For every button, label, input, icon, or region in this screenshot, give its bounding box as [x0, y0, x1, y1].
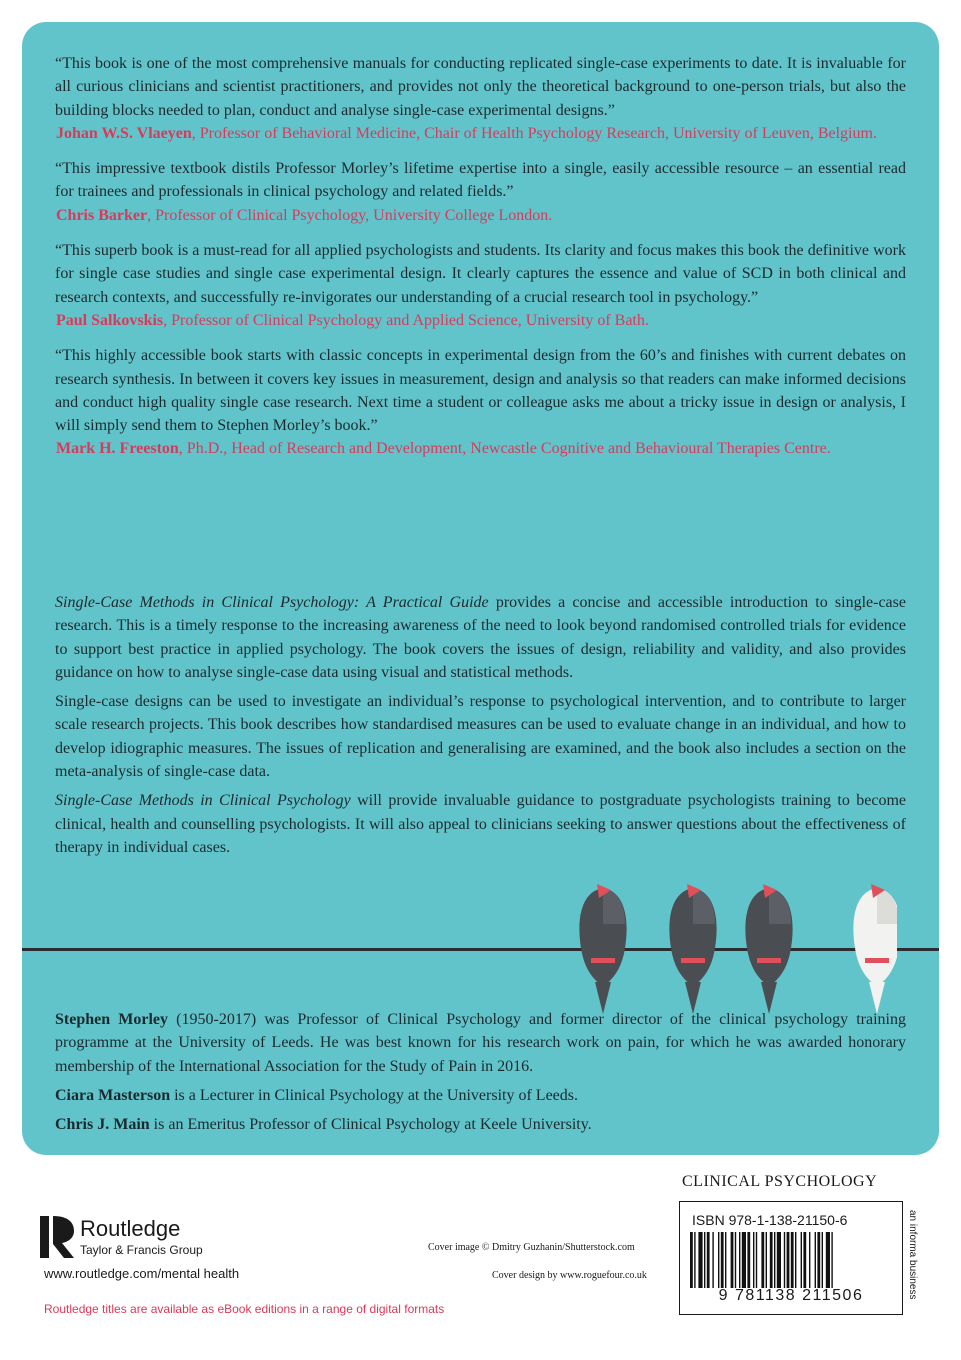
quote-text: “This book is one of the most comprehensive manuals for conducting replicated single-case experiments to date. It is invaluable for all curious clinicians and scientist practitioners, and provides not only the theoretical background to one-person trials, but also the building blocks needed to plan, conduct and analyse single-case experimental designs.” — [55, 55, 906, 119]
author-bio: Ciara Masterson is a Lecturer in Clinical Psychology at the University of Leeds. — [55, 1086, 578, 1104]
quote-attribution — [55, 309, 906, 332]
quote-text: “This superb book is a must-read for all applied psychologists and students. Its clarity and focus makes this book the definitive work for single case studies and single case experimental design. It clearly captures the essence and value of SCD in both clinical and research contexts, and successfully re-invigorates our understanding of a crucial research tool in psychology.” — [55, 242, 906, 306]
description-paragraph: Single-Case Methods in Clinical Psychology: A Practical Guide provides a concise and accessible introduction to single-case research. This is a timely response to the increasing awareness of the need to look beyond randomised controlled trials for evidence to support best practice in applied psychology. The book covers the issues of design, reliability and validity, and also provides guidance on how to analyse single-case data using visual and statistical methods. — [55, 594, 906, 681]
isbn-label: ISBN 978-1-138-21150-6 — [692, 1212, 848, 1228]
endorser-name: Chris Barker — [56, 206, 148, 224]
description-paragraph: Single-case designs can be used to investigate an individual’s response to psychological intervention, and to contribute to larger scale research projects. This book describes how standardised measures can be used to evaluate change in an individual, and how to develop idiographic measures. The issues of replication and generalising are examined, and the book also includes a section on the meta-analysis of single-case data. — [55, 693, 906, 781]
back-cover-panel — [22, 22, 939, 1155]
endorsement-quote — [55, 157, 906, 227]
barcode-icon — [690, 1232, 892, 1288]
author-name: Stephen Morley — [55, 1011, 169, 1028]
dark-bird-icon — [669, 884, 716, 1014]
endorser-role: , Ph.D., Head of Research and Development, Newcastle Cognitive and Behavioural Therapies Centre. — [178, 440, 831, 458]
endorser-name: Johan W.S. Vlaeyen — [56, 124, 192, 142]
dark-bird-icon — [579, 884, 626, 1014]
endorser-name: Mark H. Freeston — [56, 440, 179, 458]
quote-attribution — [55, 204, 906, 227]
isbn-barcode — [679, 1201, 903, 1315]
description-paragraph: Single-Case Methods in Clinical Psychology will provide invaluable guidance to postgraduate psychologists training to become clinical, health and counselling psychologists. It will also appeal to clinicians seeking to answer questions about the effectiveness of therapy in individual cases. — [55, 792, 906, 856]
endorser-role: , Professor of Behavioral Medicine, Chair of Health Psychology Research, University of Leuven, Belgium. — [191, 124, 877, 142]
author-bios — [55, 1008, 906, 1142]
publisher-url[interactable]: www.routledge.com/mental health — [44, 1266, 240, 1281]
birds-illustration — [567, 878, 897, 1018]
author-bio: Chris J. Main is an Emeritus Professor of Clinical Psychology at Keele University. — [55, 1116, 592, 1134]
barcode-digits: 9 781138 211506 — [718, 1287, 864, 1304]
quote-text: “This impressive textbook distils Professor Morley’s lifetime expertise into a single, easily accessible resource – an essential read for trainees and professionals in clinical psychology and related fields.” — [55, 160, 906, 201]
cover-design-credit: Cover design by www.roguefour.co.uk — [492, 1270, 647, 1281]
author-name: Chris J. Main — [55, 1116, 150, 1134]
publisher-group: Taylor & Francis Group — [80, 1243, 203, 1257]
white-bird-icon — [853, 884, 897, 1014]
quote-attribution — [55, 122, 906, 145]
subject-category: CLINICAL PSYCHOLOGY — [682, 1173, 878, 1190]
author-bio: Stephen Morley (1950-2017) was Professor of Clinical Psychology and former director of the clinical psychology training programme at the University of Leeds. He was best known for his research work on pain, for which he was awarded honorary membership of the International Association for the Study of Pain in 2016. — [55, 1011, 907, 1075]
publisher-name: Routledge — [80, 1216, 181, 1241]
endorser-role: , Professor of Clinical Psychology, University College London. — [147, 206, 553, 224]
cover-image-credit: Cover image © Dmitry Guzhanin/Shutterstock.com — [428, 1242, 635, 1253]
quote-attribution — [55, 437, 906, 460]
dark-bird-icon — [745, 884, 792, 1014]
endorser-name: Paul Salkovskis — [56, 311, 164, 329]
endorsement-quote — [55, 52, 906, 145]
book-description — [55, 591, 906, 865]
informa-business: an informa business — [907, 1210, 918, 1300]
endorsement-quote — [55, 344, 906, 460]
endorsement-quote — [55, 239, 906, 332]
endorsements — [55, 52, 906, 473]
quote-text: “This highly accessible book starts with classic concepts in experimental design from the 60’s and finishes with current debates on research synthesis. In between it covers key issues in measurement, design and analysis so that readers can make informed decisions and conduct high quality single case research. Next time a student or colleague asks me about a tricky issue in design or analysis, I will simply send them to Stephen Morley’s book.” — [55, 347, 906, 435]
author-name: Ciara Masterson — [55, 1086, 171, 1104]
book-title-italic: Single-Case Methods in Clinical Psychology: A Practical Guide — [55, 594, 489, 611]
ebook-note: Routledge titles are available as eBook editions in a range of digital formats — [44, 1302, 445, 1316]
endorser-role: , Professor of Clinical Psychology and Applied Science, University of Bath. — [163, 311, 649, 329]
book-title-italic: Single-Case Methods in Clinical Psychology — [55, 792, 351, 810]
